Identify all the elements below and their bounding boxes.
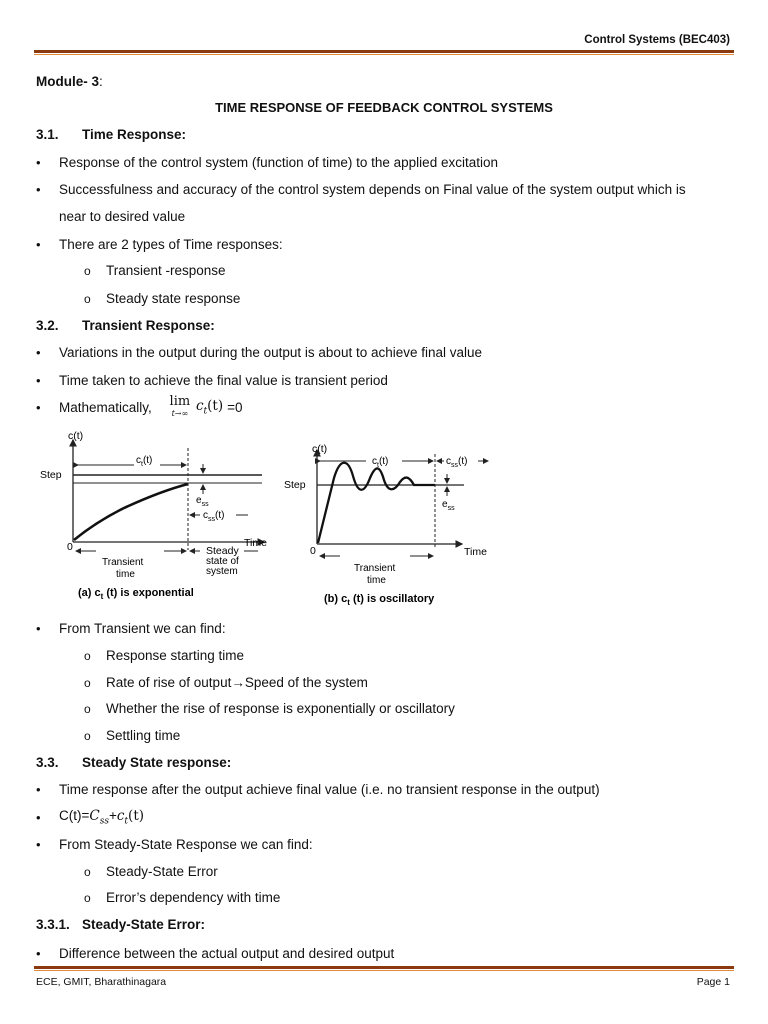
sub-bullet-icon: o [84,729,91,743]
header-title: Control Systems (BEC403) [584,34,730,46]
bullet-icon: • [36,621,41,636]
fig-a-caption: (a) $c_t$ (t) is exponential [78,587,194,601]
figure-b-oscillatory [280,436,500,610]
fig-b-ess-label: $e_{ss}$ [442,499,455,512]
fig-a-css-label: $c_{ss}(t)$ [203,510,225,523]
s33-sub-2: Error’s dependency with time [106,890,281,905]
fig-a-transient-1: Transient [102,557,144,568]
transient-find-3: Whether the rise of response is exponentially or oscillatory [106,701,455,716]
fig-a-steady-3: system [206,566,238,577]
s31-bullet-3: There are 2 types of Time responses: [59,237,283,252]
s33-sub-1: Steady-State Error [106,864,218,879]
s31-bullet-2a: Successfulness and accuracy of the control system depends on Final value of the system output which is [59,182,686,197]
section-3-3-1-heading: 3.3.1. Steady-State Error: [36,917,206,932]
fig-a-steady-2: state of [206,556,239,567]
fig-a-zero: 0 [67,541,73,553]
sub-bullet-icon: o [84,891,91,905]
s32-bullet-2: Time taken to achieve the final value is transient period [59,373,388,388]
footer-left: ECE, GMIT, Bharathinagara [36,976,167,988]
bullet-icon: • [36,400,41,415]
s33-bullet-1: Time response after the output achieve final value (i.e. no transient response in the output) [59,782,600,797]
fig-b-css-label: $c_{ss}(t)$ [446,456,468,469]
section-3-3-heading: 3.3. Steady State response: [36,755,232,770]
fig-a-step-label: Step [40,469,62,481]
section-3-1-heading: 3.1. Time Response: [36,127,187,142]
sub-bullet-icon: o [84,676,91,690]
sub-bullet-icon: o [84,702,91,716]
bullet-icon: • [36,810,41,825]
fig-b-y-label: c(t) [312,443,328,455]
s31-sub-1: Transient -response [106,263,226,278]
footer-rule [34,966,734,971]
bullet-icon: • [36,345,41,360]
sub-bullet-icon: o [84,649,91,663]
s31-bullet-2b: near to desired value [59,209,186,224]
bullet-icon: • [36,946,41,961]
s32-bullet-1: Variations in the output during the output is about to achieve final value [59,345,483,360]
bullet-icon: • [36,237,41,252]
s31-sub-2: Steady state response [106,291,241,306]
bullet-icon: • [36,182,41,197]
transient-find-4: Settling time [106,728,181,743]
fig-b-caption: (b) $c_t$ (t) is oscillatory [324,593,435,607]
s33-bullet-2: $C(t)=C_{ss}+c_t(t)$ [59,808,145,827]
sub-bullet-icon: o [84,865,91,879]
s32-bullet-3: Mathematically, lim t→∞ $c_t(t) =0$ [59,394,243,418]
fig-b-zero: 0 [310,545,316,557]
header-rule [34,50,734,55]
bullet-icon: • [36,373,41,388]
transient-find-1: Response starting time [106,648,245,663]
fig-b-time-label: Time [464,546,487,558]
fig-a-steady-1: Steady [206,545,239,557]
bullet-icon: • [36,155,41,170]
fig-b-transient-2: time [367,575,386,586]
limit-expression: lim t→∞ [169,394,191,418]
bullet-icon: • [36,782,41,797]
fig-a-y-label: c(t) [68,430,84,442]
sub-bullet-icon: o [84,292,91,306]
s31-bullet-1: Response of the control system (function of time) to the applied excitation [59,155,498,170]
fig-b-transient-1: Transient [354,563,396,574]
fig-a-transient-2: time [116,569,135,580]
section-3-2-heading: 3.2. Transient Response: [36,318,215,333]
page-number: Page 1 [696,976,730,988]
fig-b-step-label: Step [284,479,306,491]
figure-a-exponential [36,426,268,610]
s331-bullet-1: Difference between the actual output and desired output [59,946,395,961]
s33-bullet-3: From Steady-State Response we can find: [59,837,313,852]
fig-a-ess-label: $e_{ss}$ [196,495,209,508]
sub-bullet-icon: o [84,264,91,278]
right-arrow-icon: → [231,675,245,690]
module-label: Module- 3: [36,74,103,89]
fig-b-ct-label: $c_t(t)$ [372,456,389,469]
bullet-icon: • [36,837,41,852]
transient-finds-intro: From Transient we can find: [59,621,226,636]
transient-find-2: Rate of rise of output→Speed of the system [106,675,368,690]
fig-a-time-label: Time [244,537,267,549]
page-title: TIME RESPONSE OF FEEDBACK CONTROL SYSTEMS [215,100,553,115]
fig-a-ct-label: $c_t(t)$ [136,455,153,468]
